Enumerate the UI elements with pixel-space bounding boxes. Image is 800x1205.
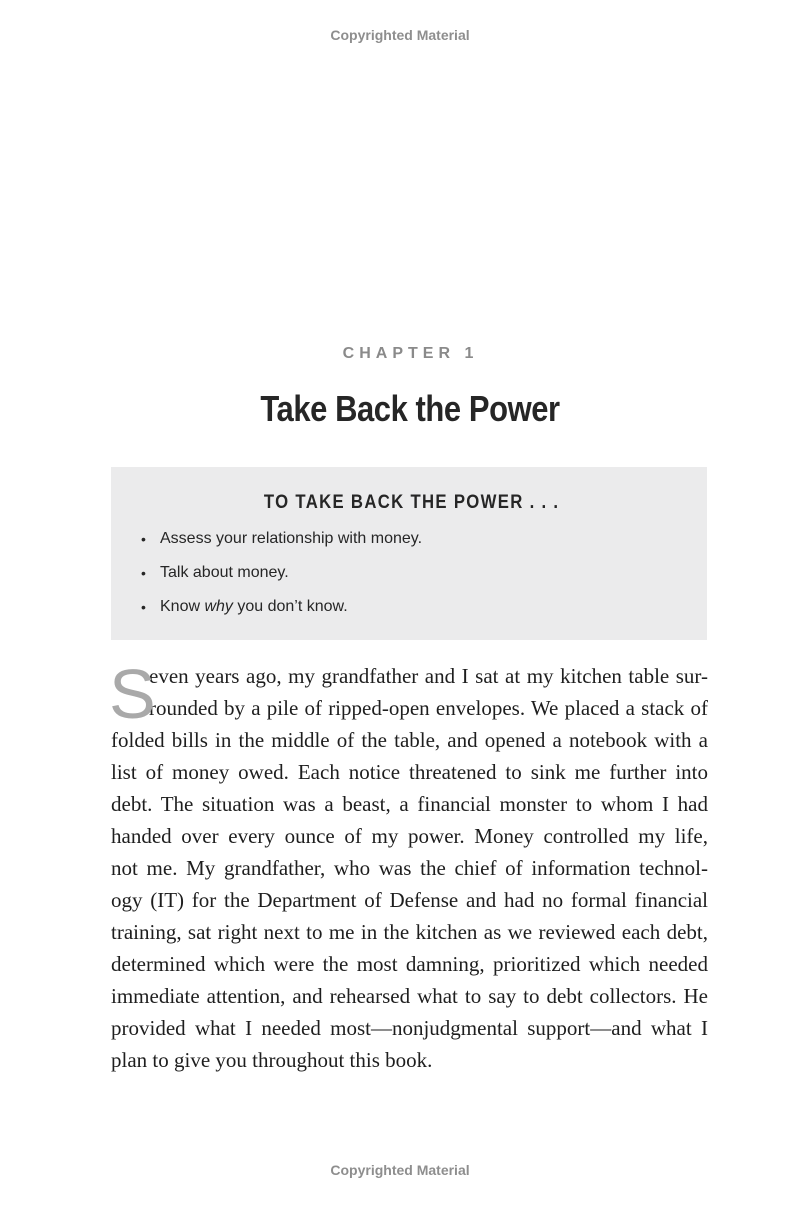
body-line: even years ago, my grandfather and I sat at my kitchen table sur- — [149, 664, 708, 688]
bullet-icon: • — [141, 565, 146, 581]
chapter-label: CHAPTER 1 — [342, 345, 479, 362]
callout-item-emphasis: why — [204, 598, 233, 615]
callout-list-item — [141, 562, 422, 596]
callout-item-text: Assess your relationship with money. — [160, 530, 423, 547]
callout-heading: TO TAKE BACK THE POWER . . . — [263, 492, 560, 513]
callout-list-item — [141, 596, 422, 630]
body-line: folded bills in the middle of the table, and opened a notebook with a — [111, 728, 708, 752]
drop-cap: S — [109, 655, 156, 733]
body-line: debt. The situation was a beast, a financial monster to whom I had — [111, 792, 708, 816]
copyright-watermark-top: Copyrighted Material — [330, 27, 470, 43]
callout-item-text-pre: Know — [160, 598, 205, 615]
body-line: plan to give you throughout this book. — [111, 1048, 433, 1072]
body-line: provided what I needed most—nonjudgmental support—and what I — [111, 1016, 708, 1040]
callout-list-item — [141, 528, 422, 562]
callout-item-text — [160, 596, 348, 618]
body-line: handed over every ounce of my power. Money controlled my life, — [111, 824, 708, 848]
body-line: rounded by a pile of ripped-open envelopes. We placed a stack of — [149, 696, 708, 720]
body-paragraph — [109, 655, 708, 1076]
callout-item-text: Talk about money. — [160, 564, 289, 581]
body-line: ogy (IT) for the Department of Defense and had no formal financial — [111, 888, 708, 912]
body-line: immediate attention, and rehearsed what to say to debt collectors. He — [111, 984, 708, 1008]
chapter-title: Take Back the Power — [260, 388, 560, 429]
bullet-icon: • — [141, 599, 146, 615]
summary-callout-box — [111, 467, 707, 640]
callout-item-text-post: you don’t know. — [232, 598, 348, 615]
body-line: training, sat right next to me in the kitchen as we reviewed each debt, — [111, 920, 708, 944]
body-line: list of money owed. Each notice threatened to sink me further into — [111, 760, 708, 784]
copyright-watermark-bottom: Copyrighted Material — [330, 1162, 470, 1178]
body-line: determined which were the most damning, prioritized which needed — [111, 952, 708, 976]
bullet-icon: • — [141, 531, 146, 547]
callout-list — [141, 528, 422, 630]
body-line: not me. My grandfather, who was the chief of information technol- — [111, 856, 708, 880]
